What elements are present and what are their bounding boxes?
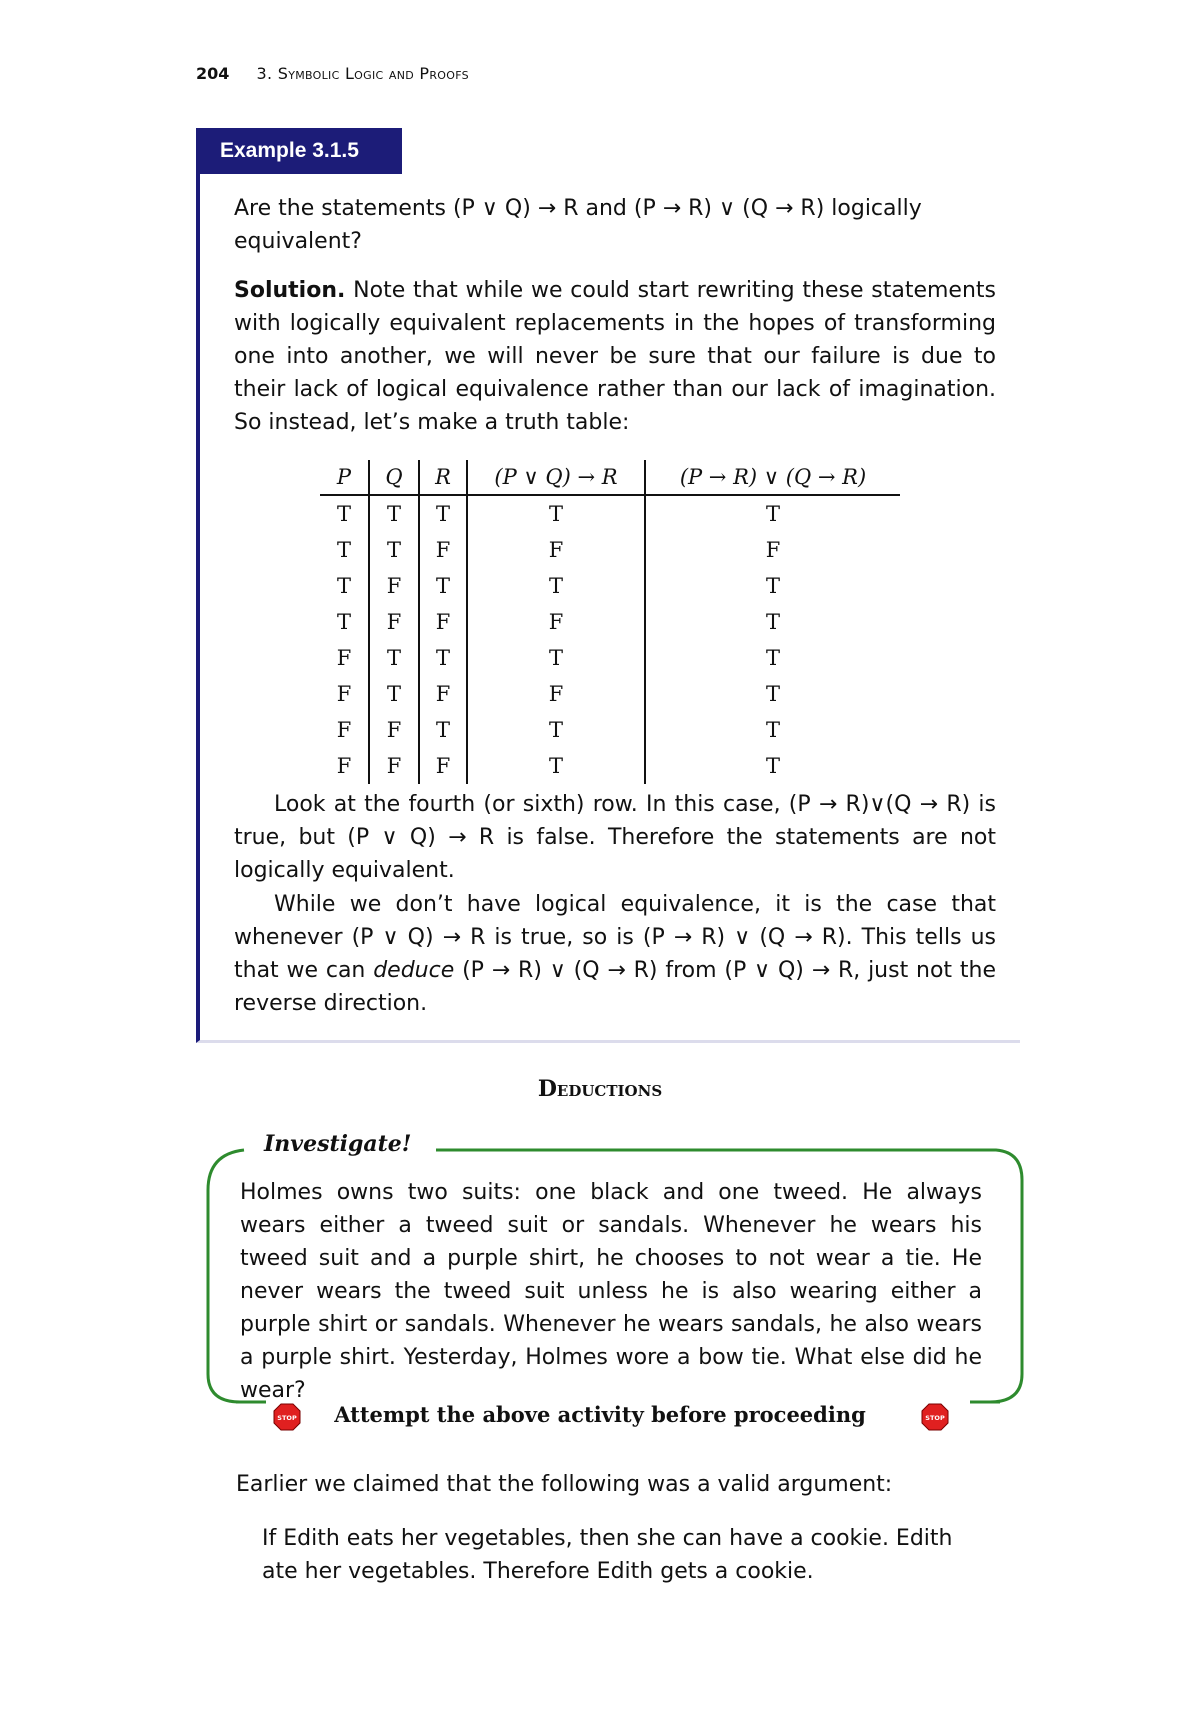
- table-row: [320, 604, 900, 640]
- table-cell: F: [467, 604, 645, 640]
- table-cell: T: [419, 568, 467, 604]
- stop-sign-text: STOP: [277, 1414, 297, 1422]
- table-cell: F: [419, 532, 467, 568]
- analysis-paragraph: Look at the fourth (or sixth) row. In this case, (P → R)∨(Q → R) is true, but (P ∨ Q) → R is false. Therefore the statements are not logically equivalent.: [234, 792, 996, 883]
- page-number: 204: [196, 64, 230, 83]
- section-title: Deductions: [537, 1076, 663, 1102]
- table-cell: T: [765, 610, 780, 634]
- header-expr-1: (P ∨ Q) → R: [467, 460, 645, 495]
- stop-sign-icon: [921, 1403, 949, 1431]
- header-expr-2: (P → R) ∨ (Q → R): [645, 460, 900, 495]
- table-cell: F: [419, 748, 467, 784]
- table-cell: F: [369, 604, 419, 640]
- solution-text: Note that while we could start rewriting these statements with logically equivalent replacements in the hopes of transforming one into another, we will never be sure that our failure is due to their lack of logical equivalence rather than our lack of imagination. So instead, let’s make a truth table:: [234, 278, 996, 435]
- table-cell: T: [765, 646, 780, 670]
- table-cell: T: [419, 640, 467, 676]
- table-row: [320, 748, 900, 784]
- investigate-title: Investigate!: [258, 1131, 417, 1157]
- stop-sign-text: STOP: [925, 1414, 945, 1422]
- table-cell: F: [419, 676, 467, 712]
- table-cell: F: [320, 640, 369, 676]
- table-cell: F: [419, 604, 467, 640]
- table-row: [320, 640, 900, 676]
- table-cell: T: [467, 748, 645, 784]
- header-q: Q: [369, 460, 419, 495]
- attempt-notice: Attempt the above activity before proceeding: [334, 1402, 866, 1427]
- truth-table-header: [320, 460, 900, 495]
- table-cell: T: [765, 718, 780, 742]
- body-intro: Earlier we claimed that the following was a valid argument:: [236, 1472, 893, 1497]
- table-cell: T: [369, 532, 419, 568]
- table-cell: T: [765, 502, 780, 526]
- table-cell: T: [467, 640, 645, 676]
- table-cell: T: [369, 676, 419, 712]
- chapter-title: 3. Symbolic Logic and Proofs: [256, 64, 469, 83]
- table-cell: T: [320, 604, 369, 640]
- table-cell: T: [467, 495, 645, 532]
- example-label: Example 3.1.5: [196, 128, 402, 174]
- example-question: [234, 192, 996, 258]
- deduction-paragraph: [234, 888, 996, 1020]
- table-row: [320, 712, 900, 748]
- question-line-2: equivalent?: [234, 229, 362, 254]
- deduce-emphasis: deduce: [373, 958, 455, 983]
- table-cell: F: [765, 538, 781, 562]
- table-row: [320, 676, 900, 712]
- table-cell: T: [320, 568, 369, 604]
- solution-paragraph: [234, 274, 996, 439]
- table-cell: T: [765, 754, 780, 778]
- running-head: [196, 64, 469, 83]
- table-cell: F: [467, 532, 645, 568]
- header-p: P: [320, 460, 369, 495]
- deduction-text-after: (P → R) ∨ (Q → R) from (P ∨ Q) → R, just not the reverse direction.: [234, 958, 996, 1016]
- table-cell: T: [765, 574, 780, 598]
- table-cell: T: [369, 495, 419, 532]
- table-cell: T: [419, 712, 467, 748]
- table-cell: T: [369, 640, 419, 676]
- table-row: [320, 495, 900, 532]
- investigate-text: Holmes owns two suits: one black and one tweed. He always wears either a tweed suit or sandals. Whenever he wears his tweed suit and a purple shirt, he chooses to not wear a tie. He never wears the tweed suit unless he is also wearing either a purple shirt or sandals. Whenever he wears sandals, he also wears a purple shirt. Yesterday, Holmes wore a bow tie. What else did he wear?: [240, 1180, 982, 1403]
- table-cell: T: [419, 495, 467, 532]
- deduction-text-before: While we don’t have logical equivalence, it is the case that whenever (P ∨ Q) → R is true, so is (P → R) ∨ (Q → R). This tells us that we can: [234, 892, 996, 983]
- table-cell: T: [765, 682, 780, 706]
- table-cell: F: [320, 676, 369, 712]
- table-cell: F: [467, 676, 645, 712]
- table-cell: F: [369, 568, 419, 604]
- table-cell: T: [467, 568, 645, 604]
- truth-table: [320, 460, 900, 784]
- table-cell: T: [320, 532, 369, 568]
- header-r: R: [419, 460, 467, 495]
- table-cell: T: [320, 495, 369, 532]
- table-cell: F: [320, 712, 369, 748]
- solution-label: Solution.: [234, 278, 346, 303]
- table-row: [320, 532, 900, 568]
- table-cell: F: [369, 748, 419, 784]
- argument-quote: If Edith eats her vegetables, then she can have a cookie. Edith ate her vegetables. Therefore Edith gets a cookie.: [262, 1526, 953, 1584]
- table-row: [320, 568, 900, 604]
- table-cell: T: [467, 712, 645, 748]
- table-cell: F: [320, 748, 369, 784]
- question-line-1: Are the statements (P ∨ Q) → R and (P → R) ∨ (Q → R) logically: [234, 196, 922, 221]
- table-cell: F: [369, 712, 419, 748]
